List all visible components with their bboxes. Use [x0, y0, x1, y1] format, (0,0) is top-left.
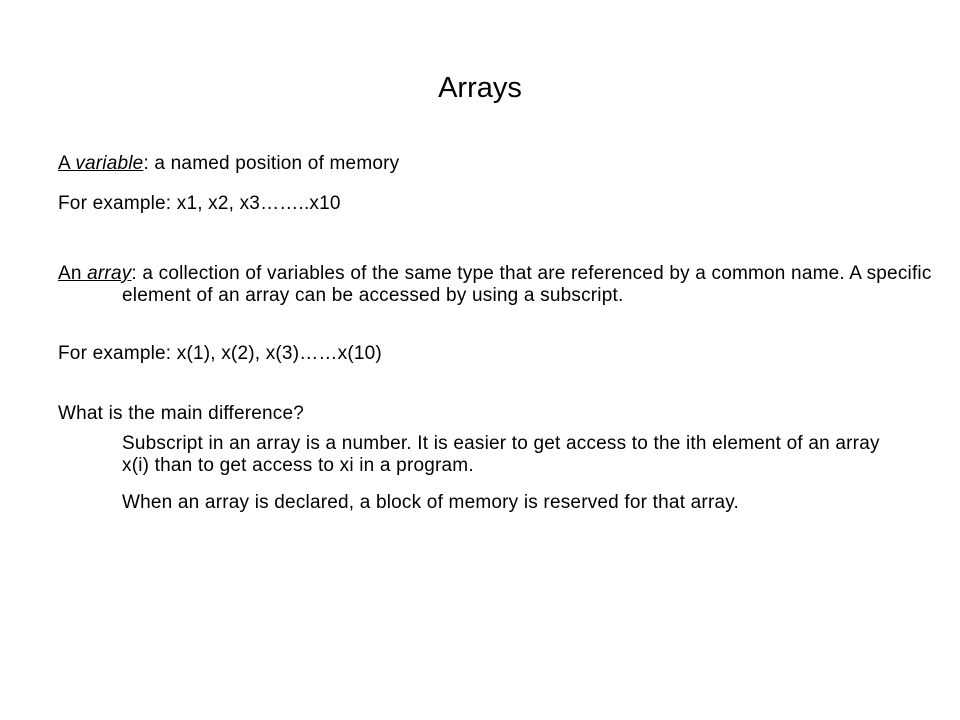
slide-title: Arrays — [438, 72, 522, 104]
definition-array — [58, 263, 960, 307]
definition-variable-text: : a named position of memory — [143, 153, 400, 174]
definition-variable — [58, 153, 898, 175]
term-array: array — [87, 263, 132, 284]
definition-array-text: : a collection of variables of the same type that are referenced by a common name. A specific element of an array can be accessed by using a subscript. — [122, 263, 932, 306]
term-variable: variable — [75, 153, 144, 174]
question-difference: What is the main difference? — [58, 403, 305, 424]
example-variables: For example: x1, x2, x3……..x10 — [58, 193, 341, 214]
answer-memory: When an array is declared, a block of memory is reserved for that array. — [122, 492, 740, 513]
example-array: For example: x(1), x(2), x(3)……x(10) — [58, 343, 382, 364]
term-article-array: An — [58, 263, 88, 284]
answer-subscript: Subscript in an array is a number. It is easier to get access to the ith element of an array x(i) than to get access to xi in a program. — [122, 433, 880, 476]
term-article: A — [58, 153, 76, 174]
